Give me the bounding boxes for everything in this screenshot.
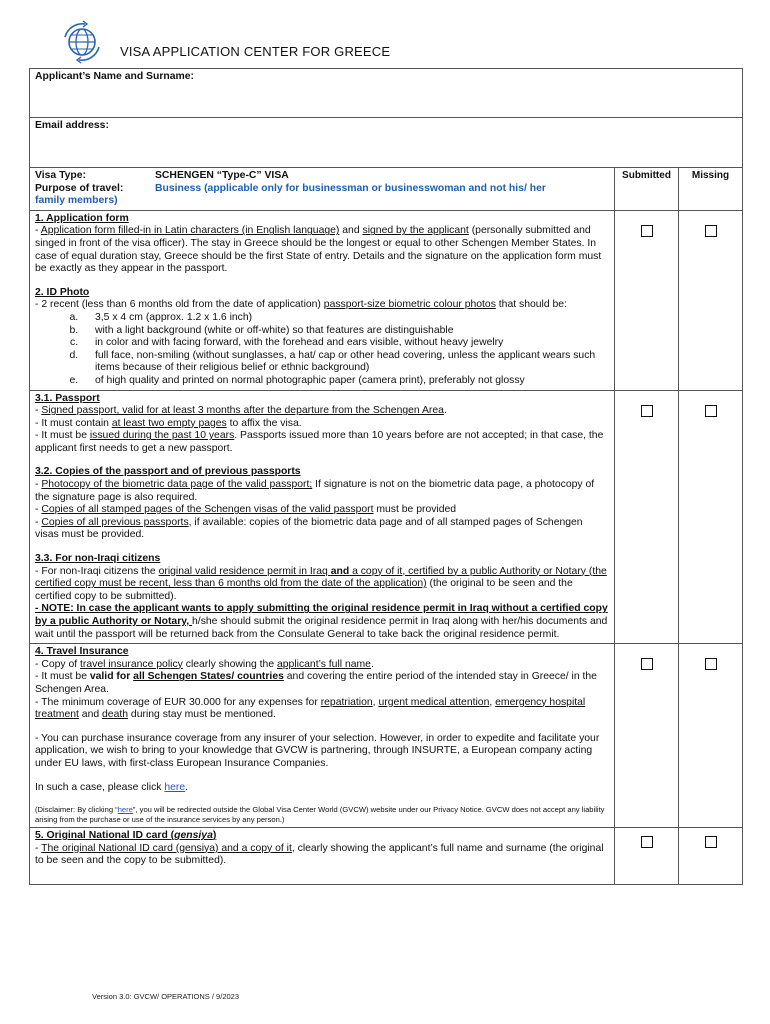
visa-type-label: Visa Type: xyxy=(35,170,87,181)
missing-checkbox[interactable] xyxy=(705,658,717,670)
id-card-title: 5. Original National ID card (gensiya) xyxy=(35,830,217,842)
footer-version: Version 3.0: GVCW/ OPERATIONS / 9/2023 xyxy=(92,992,240,1001)
id-photo-title: 2. ID Photo xyxy=(35,286,90,298)
list-item: a. 3,5 x 4 cm (approx. 1.2 x 1.6 inch) xyxy=(81,312,609,325)
list-item: e. of high quality and printed on normal photographic paper (camera print), preferably not glossy xyxy=(81,375,609,388)
email-cell[interactable] xyxy=(30,118,743,168)
section-passport-row xyxy=(30,390,743,644)
application-form-text: - Application form filled-in in Latin characters (in English language) and signed by the applicant (personally submitted and singed in front of the visa officer). The stay in Greece should be the longest or equal to other Schengen Member States. In case of equal duration stay, Greece should be the first State of entry. Details and the signature on the application form must be exactly as they appear in the passport. xyxy=(35,225,602,275)
insurance-title: 4. Travel Insurance xyxy=(35,646,129,658)
section-passport-cell xyxy=(30,390,615,644)
submitted-checkbox[interactable] xyxy=(641,405,653,417)
missing-checkbox[interactable] xyxy=(705,225,717,237)
submitted-cell xyxy=(615,828,679,885)
copies-line-1: - Photocopy of the biometric data page of the valid passport; If signature is not on the biometric data page, a photocopy of the signature page is also required. xyxy=(35,479,595,503)
section-id-card-cell xyxy=(30,828,615,885)
passport-copies-title: 3.2. Copies of the passport and of previous passports xyxy=(35,466,301,478)
purpose-label: Purpose of travel: xyxy=(35,182,124,194)
id-card-text: - The original National ID card (gensiya) and a copy of it, clearly showing the applicant’s full name and surname (the original to be seen and the copy to be submitted). xyxy=(35,842,604,867)
non-iraqi-title: 3.3. For non-Iraqi citizens xyxy=(35,553,161,565)
missing-cell xyxy=(679,644,743,828)
visa-header-row xyxy=(30,168,743,211)
submitted-cell xyxy=(615,644,679,828)
name-label: Applicant’s Name and Surname: xyxy=(35,71,194,82)
visa-type-value: SCHENGEN “Type-C” VISA xyxy=(155,170,289,181)
insurance-here-link[interactable]: here xyxy=(164,781,186,793)
copies-line-3: - Copies of all previous passports, if available: copies of the biometric data page and of all stamped pages of Schengen visas must be provided. xyxy=(35,516,583,541)
passport-line-3: - It must be issued during the past 10 years. Passports issued more than 10 years before are not accepted; in that case, the applicant first needs to get a new passport. xyxy=(35,430,604,454)
insurance-partner-text: - You can purchase insurance coverage from any insurer of your selection. However, in order to expedite and facilitate your application, we wish to bring to your knowledge that GVCW is partnering, through INSURTE, a European company acting under EU laws, with first-class European Insurance Companies. xyxy=(35,732,600,769)
submitted-checkbox[interactable] xyxy=(641,836,653,848)
missing-cell xyxy=(679,210,743,390)
section-insurance-row xyxy=(30,644,743,828)
insurance-click-text: In such a case, please click here. xyxy=(35,781,189,793)
submitted-checkbox[interactable] xyxy=(641,225,653,237)
insurance-disclaimer: (Disclaimer: By clicking “here”, you will be redirected outside the Global Visa Center World (GVCW) website under our Privacy Notice. GVCW does not accept any liability arising from the purchase or use of the insurance services by any person.) xyxy=(35,805,605,825)
photo-requirements-list xyxy=(35,312,609,388)
submitted-cell xyxy=(615,210,679,390)
purpose-value-cont: family members) xyxy=(35,195,118,207)
copies-line-2: - Copies of all stamped pages of the Schengen visas of the valid passport must be provided xyxy=(35,504,457,516)
non-iraqi-line-1: - For non-Iraqi citizens the original valid residence permit in Iraq and a copy of it, certified by a public Authority or Notary (the certified copy must be recent, less than 6 months old from the date of the application) (the original to be seen and the certified copy to be submitted). xyxy=(35,565,607,602)
list-item: c. in color and with facing forward, with the forehead and ears visible, without heavy jewelry xyxy=(81,337,609,350)
section-insurance-cell xyxy=(30,644,615,828)
missing-cell xyxy=(679,828,743,885)
missing-header: Missing xyxy=(679,168,743,211)
name-cell[interactable] xyxy=(30,69,743,118)
insurance-line-3: - The minimum coverage of EUR 30.000 for any expenses for repatriation, urgent medical attention, emergency hospital treatment and death during stay must be mentioned. xyxy=(35,696,586,721)
non-iraqi-note: - NOTE: In case the applicant wants to apply submitting the original residence permit in Iraq without a certified copy by a public Authority or Notary, h/she should submit the original residence permit in Iraq along with her/his documents and wait until the passport will be returned back from the Consulate General to take back the original residence permit. xyxy=(35,603,608,640)
passport-line-1: - Signed passport, valid for at least 3 months after the departure from the Schengen Area. xyxy=(35,405,447,417)
name-row xyxy=(30,69,743,118)
submitted-header: Submitted xyxy=(615,168,679,211)
checklist-table xyxy=(29,68,743,885)
section-id-card-row xyxy=(30,828,743,885)
missing-checkbox[interactable] xyxy=(705,405,717,417)
list-item: d. full face, non-smiling (without sunglasses, a hat/ cap or other head covering, unless the applicant wears such items because of their religious belief or ethnic background) xyxy=(81,350,609,375)
disclaimer-here-link[interactable]: here xyxy=(117,805,133,815)
insurance-line-2: - It must be valid for all Schengen States/ countries and covering the entire period of the intended stay in Greece/ in the Schengen Area. xyxy=(35,671,597,695)
globe-logo-icon xyxy=(60,20,104,64)
insurance-line-1: - Copy of travel insurance policy clearly showing the applicant’s full name. xyxy=(35,658,374,670)
missing-cell xyxy=(679,390,743,644)
submitted-checkbox[interactable] xyxy=(641,658,653,670)
email-label: Email address: xyxy=(35,120,109,131)
purpose-value: Business (applicable only for businessman or businesswoman and not his/ her xyxy=(155,182,546,194)
visa-info-cell xyxy=(30,168,615,211)
section-application-cell xyxy=(30,210,615,390)
application-form-title: 1. Application form xyxy=(35,212,129,224)
list-item: b. with a light background (white or off-white) so that features are distinguishable xyxy=(81,325,609,338)
id-photo-text: - 2 recent (less than 6 months old from the date of application) passport-size biometric colour photos that should be: xyxy=(35,299,567,311)
passport-title: 3.1. Passport xyxy=(35,392,100,404)
missing-checkbox[interactable] xyxy=(705,836,717,848)
submitted-cell xyxy=(615,390,679,644)
page-title: VISA APPLICATION CENTER FOR GREECE xyxy=(120,44,391,59)
section-application-row xyxy=(30,210,743,390)
passport-line-2: - It must contain at least two empty pages to affix the visa. xyxy=(35,417,302,429)
email-row xyxy=(30,118,743,168)
